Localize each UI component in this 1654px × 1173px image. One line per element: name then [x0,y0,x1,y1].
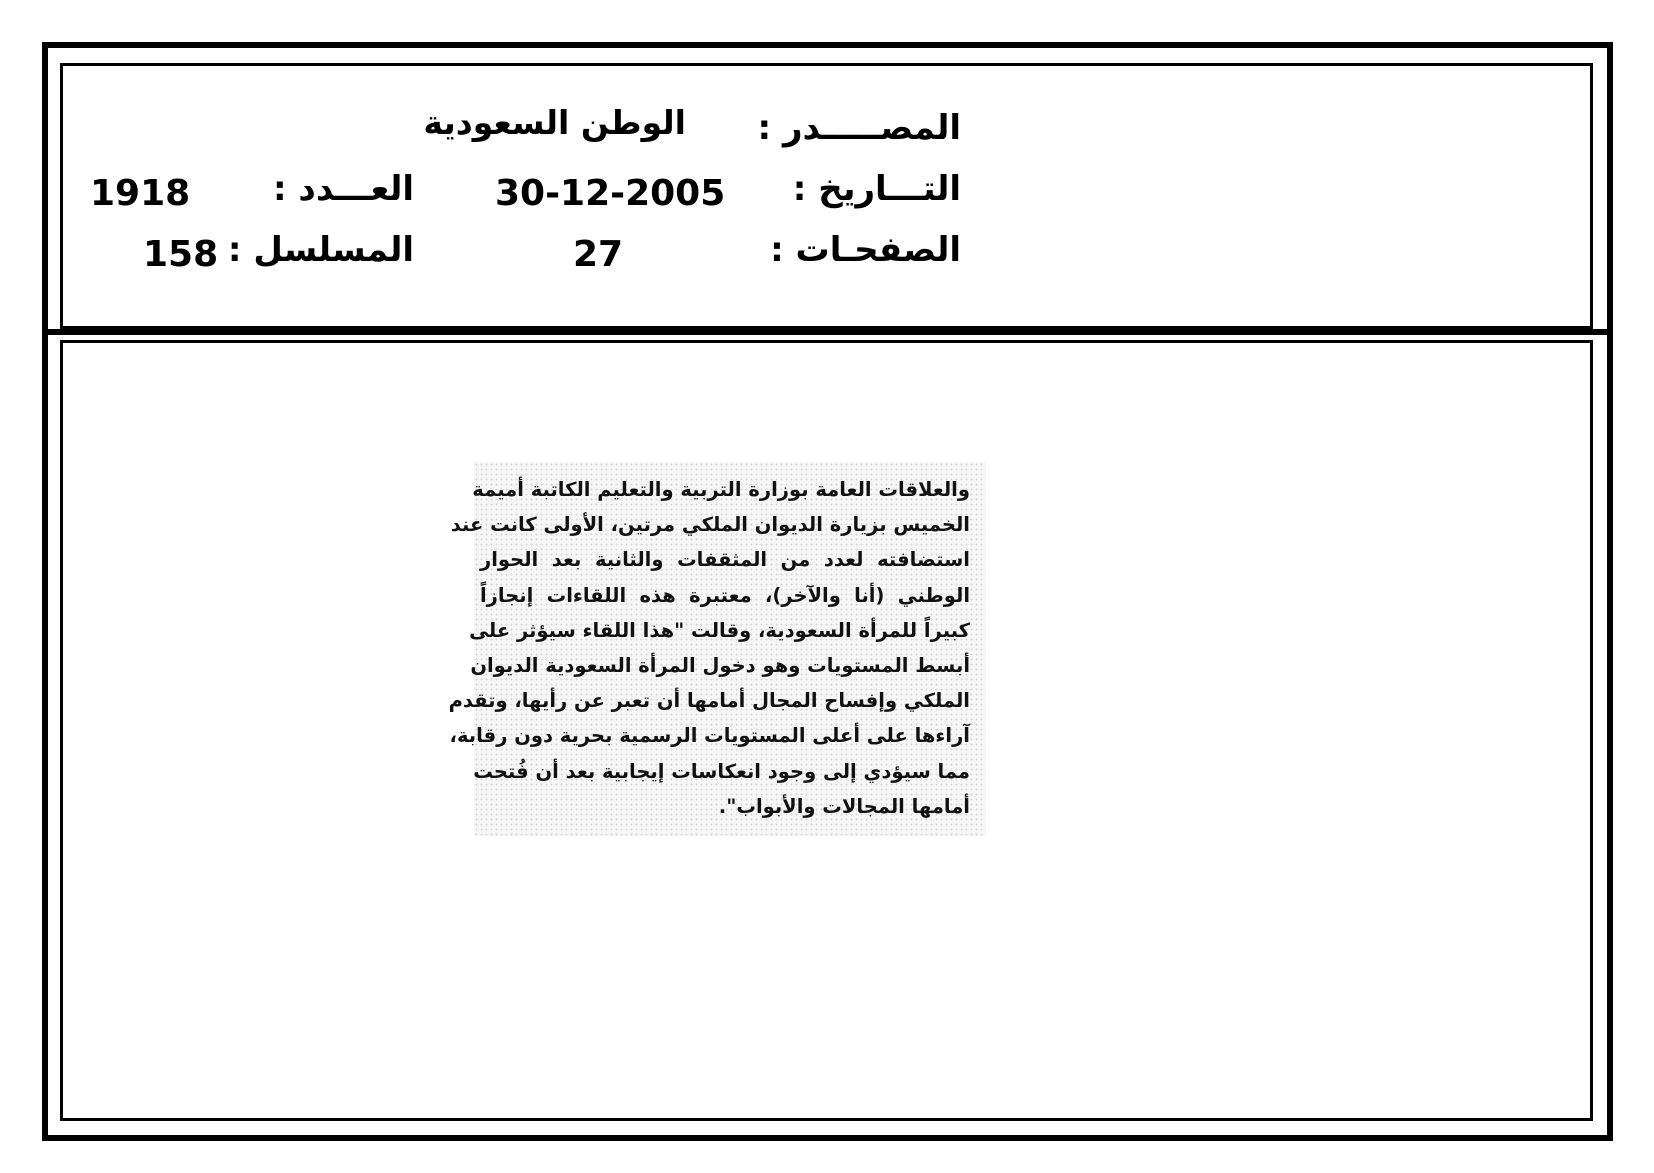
serial-label: المسلسل : [227,230,414,270]
newspaper-clipping [448,462,986,836]
source-value: الوطن السعودية [423,103,686,142]
article-line: الملكي وإفساح المجال أمامها أن تعبر عن رأيها، وتقدم [448,689,970,713]
pages-label: الصفحـات : [770,230,961,270]
date-label: التـــاريخ : [792,169,961,209]
article-line: الخميس بزيارة الديوان الملكي مرتين، الأولى كانت عند [450,513,970,537]
article-line: استضافته لعدد من المثقفات والثانية بعد الحوار [480,548,970,572]
article-line: مما سيؤدي إلى وجود انعكاسات إيجابية بعد أن فُتحت [473,759,970,783]
article-line: آراءها على أعلى المستويات الرسمية بحرية دون رقابة، [449,724,970,748]
date-value: 30-12-2005 [495,173,726,214]
serial-value: 158 [143,234,219,275]
header-separator [42,329,1613,335]
article-line: والعلاقات العامة بوزارة التربية والتعليم الكاتبة أميمة [472,478,970,501]
source-label: المصـــــدر : [757,108,961,148]
issue-label: العـــدد : [273,169,414,209]
article-line: أبسط المستويات وهو دخول المرأة السعودية الديوان [470,654,970,678]
article-line: الوطني (أنا والآخر)، معتبرة هذه اللقاءات إنجازاً [480,583,970,607]
pages-value: 27 [573,234,624,275]
issue-value: 1918 [90,173,191,214]
article-text [448,472,970,824]
article-line: أمامها المجالات والأبواب". [718,794,970,818]
article-line: كبيراً للمرأة السعودية، وقالت "هذا اللقاء سيؤثر على [469,618,970,642]
